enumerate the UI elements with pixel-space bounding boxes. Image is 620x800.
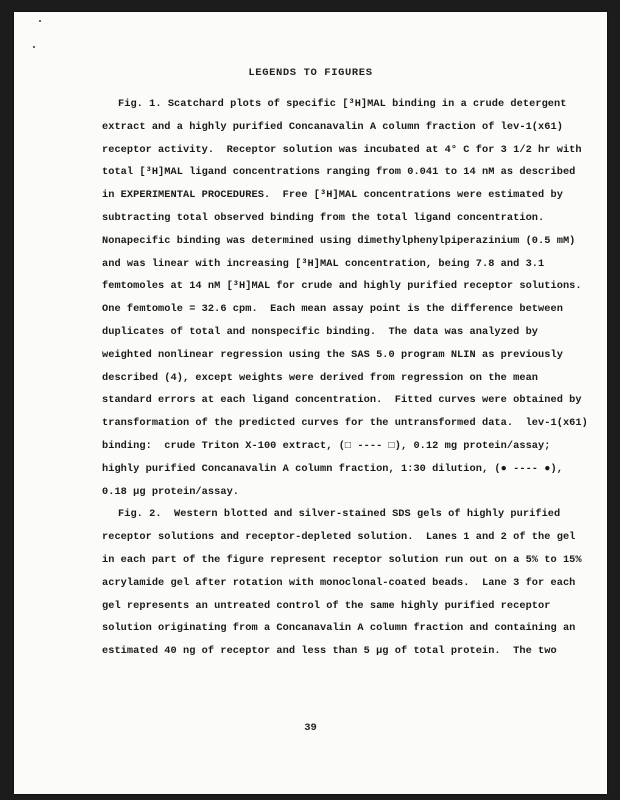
- text-line: duplicates of total and nonspecific binding. The data was analyzed by: [102, 326, 539, 338]
- scan-speck: [39, 20, 41, 22]
- text-line: One femtomole = 32.6 cpm. Each mean assay point is the difference between: [102, 303, 563, 316]
- text-line: gel represents an untreated control of the same highly purified receptor: [102, 599, 551, 612]
- text-line: estimated 40 ng of receptor and less than 5 µg of total protein. The two: [102, 645, 557, 658]
- text-line: binding: crude Triton X-100 extract, (□ ---- □), 0.12 mg protein/assay;: [102, 440, 551, 452]
- text-line: total [³H]MAL ligand concentrations ranging from 0.041 to 14 nM as described: [102, 166, 576, 179]
- document-page: [14, 12, 607, 794]
- text-line: in each part of the figure represent receptor solution run out on a 5% to 15%: [102, 554, 582, 566]
- text-line: highly purified Concanavalin A column fraction, 1:30 dilution, (● ---- ●),: [102, 462, 563, 475]
- text-line: and was linear with increasing [³H]MAL concentration, being 7.8 and 3.1: [102, 257, 545, 270]
- text-line: described (4), except weights were derived from regression on the mean: [102, 371, 539, 384]
- page-number: 39: [304, 722, 317, 734]
- text-line: Nonapecific binding was determined using dimethylphenylpiperazinium (0.5 mM): [102, 234, 576, 247]
- scan-speck: [33, 46, 35, 48]
- text-line: transformation of the predicted curves for the untransformed data. lev-1(x61): [102, 417, 588, 430]
- text-line: subtracting total observed binding from the total ligand concentration.: [102, 212, 545, 224]
- text-line: solution originating from a Concanavalin A column fraction and containing an: [102, 622, 576, 635]
- text-line: standard errors at each ligand concentration. Fitted curves were obtained by: [102, 394, 582, 407]
- text-line: receptor activity. Receptor solution was incubated at 4° C for 3 1/2 hr with: [102, 143, 582, 156]
- text-line: femtomoles at 14 nM [³H]MAL for crude and highly purified receptor solutions.: [102, 280, 582, 293]
- text-line: in EXPERIMENTAL PROCEDURES. Free [³H]MAL concentrations were estimated by: [102, 189, 563, 202]
- text-line: 0.18 µg protein/assay.: [102, 485, 240, 498]
- text-line: Fig. 2. Western blotted and silver-stained SDS gels of highly purified: [118, 508, 561, 521]
- text-line: Fig. 1. Scatchard plots of specific [³H]MAL binding in a crude detergent: [118, 98, 567, 110]
- text-line: receptor solutions and receptor-depleted solution. Lanes 1 and 2 of the gel: [102, 531, 576, 544]
- text-line: extract and a highly purified Concanavalin A column fraction of lev-1(x61): [102, 120, 563, 133]
- text-line: acrylamide gel after rotation with monoclonal-coated beads. Lane 3 for each: [102, 576, 576, 589]
- text-line: weighted nonlinear regression using the SAS 5.0 program NLIN as previously: [102, 348, 563, 361]
- page-heading: LEGENDS TO FIGURES: [248, 67, 373, 79]
